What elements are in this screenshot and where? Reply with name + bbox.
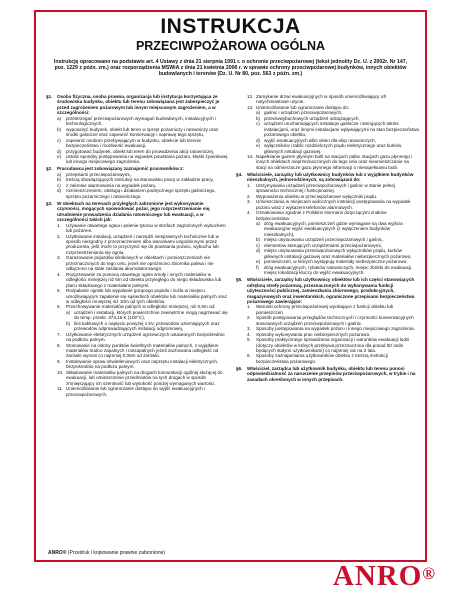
list-item [236,337,419,353]
item-marker: a) [66,309,71,315]
item-text: gaśnic i urządzeń przeciwpożarowych, [264,110,343,116]
instruction-sheet [34,10,427,562]
item-marker: 1. [247,304,251,310]
item-marker: d) [256,137,261,143]
item-marker: 2. [57,233,61,239]
item-text: Rozpalanie ognisk lub wypalanie gorącego popiołu i żużla w miejscu umożliwiającym zapalenie się sąsiednich obiektów lub materiałów palnych oraz w odległości mniejszej niż 10m od tych obiektów. [66,288,227,304]
item-marker: a) [256,221,261,227]
footnote-brand: ANRO® [48,550,67,556]
item-text: przeciwwybuchowych urządzeń odciążających, [264,115,360,121]
list-item [236,199,419,210]
item-text: Instalowanie opraw oświetleniowych oraz osprzętu instalacji elektrycznych, bezpośrednio na podłożu palnym. [66,358,219,370]
item-text: ustalić sposoby postępowania na wypadek powstania pożaru, klęski żywiołowej lub innego miejscowego zagrożenia. [66,153,228,165]
sub-list-item [236,265,419,276]
item-marker: 13. [247,104,254,110]
section-heading-text: W obiektach na terenach przyległych zabronione jest wykonywanie czynności, mogących spowodować pożar, jego rozprzestrzenianie się, utrudnienie prowadzenia działania ratowniczego lub ewakuacji, a w szczególności takich jak: [57,200,211,223]
item-text: przepisami przeciwpożarowymi, [66,171,131,177]
item-text: Oznakowania zgodnie z Polskimi Normami dotyczącymi znaków bezpieczeństwa: [256,210,387,221]
item-text: Zamykanie drzwi ewakuacyjnych w sposób uniemożliwiający ich natychmiastowe użycie. [256,94,387,105]
item-marker: b) [256,115,261,121]
item-text: Warunki ochrony przeciwpożarowej wynikające z funkcji obiektu lub pomieszczeń. [256,304,394,315]
item-marker: d) [57,148,62,154]
section [236,94,419,170]
item-text: linii kablowych o napięciu powyżej 1 kV, przewodów uziemiających oraz przewodów odprowadzających instalacji odgromowej, [74,320,220,332]
list-item [46,332,228,343]
item-marker: d) [256,248,261,254]
item-marker: 5. [247,337,251,343]
list-item [236,154,419,170]
list-item [236,94,419,105]
sub-list-item [46,310,228,321]
item-marker: b) [256,237,261,243]
item-marker: 1. [57,222,61,228]
list-item [236,304,419,315]
section-heading [236,277,419,304]
list-item [46,288,228,304]
item-text: dróg ewakuacyjnych, pomieszczeń gdzie wymagane są dwa wyjścia ewakuacyjne wyjść ewakuacyjnych (z wyłączeniem budynków mieszkalnych), [264,221,403,237]
item-marker: 4. [247,210,251,216]
item-text: Sposoby postępowania na wypadek pożaru i innego miejscowego zagrożenia. [256,326,415,332]
item-marker: e) [256,259,261,265]
anro-logo [333,560,436,592]
item-text: pomieszczeń, w których występują materiały niebezpieczne pożarowo, [264,259,408,265]
item-text: wyłączników i tablic rozdzielczych prądu elektrycznego oraz kurków głównych instalacji gazowej. [264,143,402,154]
list-item [46,386,228,397]
item-marker: f) [256,264,259,270]
item-text: Użytkowanie elektrycznych urządzeń ogrzewczych ustawionych bezpośrednio na podłożu palnym. [66,331,225,343]
list-item [46,223,228,234]
item-marker: 6. [57,304,61,310]
item-text: Składowanie materiałów palnych na drogach komunikacji ogólnej służącej do ewakuacji, lub umieszczenie przedmiotów na tych drogach w sposób zmniejszający ich szerokość lub wysokość poniżej wymaganych wartości. [66,369,223,386]
item-marker: 7. [57,331,61,337]
item-text: Użytkowanie instalacji, urządzeń i narzędzi niesprawnych technicznie lub w sposób niezgodny z przeznaczeniem albo warunkami uzgodnionymi przez producenta, jeśli może to przyczynić się do powstania pożaru, wybuchu lub rozprzestrzeniania się ognia. [66,233,219,255]
item-text: Utrzymywania urządzeń przeciwpożarowych i gaśnic w stanie pełnej sprawności technicznej i funkcjonalnej. [256,182,395,194]
list-item [236,315,419,326]
item-marker: 2. [247,193,251,199]
brand-text: ANRO [332,560,423,592]
item-marker: c) [57,137,61,143]
list-item [236,183,419,194]
section-heading-text: Właściciele, zarządcy lub użytkownicy obiektów lub ich części stanowiących odrębną strefę pożarową, przeznaczonych do wykonywania funkcji użyteczności publicznej, zamieszkania zbiorowego, produkcyjnych, magazynowych oraz inwentarskich, ograniczone przepisami bezpieczeństwa pożarowego zawierające: [247,277,415,304]
item-marker: c) [57,182,61,188]
section [46,201,228,397]
item-marker: b) [57,126,62,132]
item-text: miejsc usytuowania przeciwpożarowych wyłączników prądu, kurków głównych instalacji gazowej oraz materiałów niebezpiecznych pożarowo, [264,248,412,259]
item-text: z zakresie alarmowania na wypadek pożaru, [66,182,157,188]
section [236,277,419,364]
item-text: Stosowanie na osłony punktów świetlnych materiałów palnych, z wyjątkiem materiałów trudno zapalnych i niezapalnych jeżeli zachowana odległość od żarówki wynosi co najmniej 0,05m od żarówki. [66,342,219,359]
section-number: §4. [236,171,243,177]
list-item [46,370,228,386]
item-marker: 5. [57,288,61,294]
right-column [236,94,419,384]
item-text: Używanie otwartego ognia i palenie tytoniu w strefach zagrożonych wybuchem lub pożarem. [66,222,226,234]
sub-list-item [46,321,228,332]
item-marker: c) [256,242,260,248]
section [46,94,228,165]
item-marker: b) [57,177,62,183]
sub-list-item [236,221,419,237]
item-text: Napełnianie gazem płynnym butli na stacjach paliw, stacjach gazu płynnego i innych obiektach nieprzeznaczonych do tego celu oraz nieumieszczanie na stacji na odmierzacze gazu płynnego informacji o nienapełnianiu butli. [256,153,413,170]
item-text: urządzeń uruchamiających instalacje gaśnicze i sterujących takimi instalacjami, oraz innymi instalacjami wpływającymi na stan bezpieczeństwa pożarowego obiektu, [264,121,419,138]
list-item [46,343,228,359]
item-text: Sposoby praktycznego sprawdzania organizacji i warunków ewakuacji ludzi (dotyczy obiektów w których przebywa przeznaczona dla ponad 50 osób będących stałymi użytkownikami) co najmniej raz na 2 lata. [256,337,410,354]
item-marker: c) [256,121,260,127]
sub-list-item [236,248,419,259]
item-marker: a) [256,110,261,116]
item-marker: a) [57,115,62,121]
section-heading-text: Właściciel, zarządca lub użytkownik budynku, obiektu lub terenu ponosi odpowiedzialność za naruszenie przepisów przeciwpożarowych, w trybie i na zasadach określonych w innych przepisach. [247,365,416,382]
item-text: Wyposażenia obiektu w przeciwpożarowe wyłączniki prądu. [256,193,378,199]
item-text: miejsc usytuowania urządzeń przeciwpożarowych i gaśnic, [264,237,384,243]
list-item [46,255,228,271]
item-text: Garażowanie pojazdów silnikowych w obiektach i pomieszczeniach nie przeznaczonych do tego celu, jeżeli nie opróżniono zbiornika paliwa i nie odłączono na stałe zasilania akumulatorowego. [66,255,214,272]
section-number: §1. [46,94,53,99]
list-item [46,154,228,165]
item-marker: 11. [57,386,64,392]
section-number: §3. [46,200,53,206]
page-subtitle: PRZECIWPOŻAROWA OGÓLNA [135,39,326,53]
section-heading [46,201,228,223]
item-text: urządzeń i instalacji, których powierzchnie zewnętrzne mogą nagrzewać się do temp. przekr. 373,15 K (100°C), [74,309,228,321]
sub-list-item [236,121,419,137]
list-item [236,210,419,221]
item-text: Przechowywanie materiałów palnych w odległości mniejszej, niż 0,5m od: [66,304,216,310]
item-text: Uniemożliwianie lub ograniczanie dostępu do wyjść ewakuacyjnych i przeciwpożarowych. [66,386,206,397]
item-marker: 9. [57,358,61,364]
item-marker: 3. [247,199,251,205]
section-heading-text: Właściciele, zarządcy lub użytkownicy budynków lub z wyjątkiem budynków mieszkalnych, jednorodzinnych, są zobowiązani do: [247,171,414,183]
item-text: Uniemożliwianie lub ograniczanie dostępu do: [256,104,350,110]
list-item [46,188,228,199]
item-text: wyposażyć budynek, obiekt lub teren w sprzęt pożarniczy i ratowniczy oraz środki gaśnicze oraz zapewnić konserwację i naprawę tego sprzętu, [66,126,219,138]
item-marker: 3. [247,326,251,332]
item-text: Umieszczania w miejscach widocznych instrukcji postępowania na wypadek pożaru wraz z wykazem telefonów alarmowych. [256,199,411,210]
section [236,172,419,276]
item-text: Sposoby zaznajamiania użytkowników obiektu z treścią instrukcji bezpieczeństwa pożarowego. [256,353,388,364]
section-number: §2. [46,166,53,172]
list-item [46,359,228,370]
list-item [46,138,228,149]
list-item [236,353,419,364]
left-column [46,94,228,399]
item-marker: 8. [57,342,61,348]
item-text: Sposób postępowania przeglądów technicznych i czynności konserwacyjnych stosowanych urządzeń przeciwpożarowych i gaśnic. [256,315,414,326]
section-heading [236,366,419,382]
item-marker: 4. [247,331,251,337]
copyright-footnote [48,550,165,556]
item-marker: 3. [57,255,61,261]
brand-registered-mark: ® [422,564,436,583]
item-marker: a) [57,171,62,177]
item-marker: e) [57,153,62,159]
section-heading [46,94,228,116]
item-text: Rozgrzewanie za pomocą otwartego ognia smoły i innych materiałów w odległości mniejszej niż 5m od obiektu przyległego do niego składowiska lub placu składowego z materiałami palnymi. [66,271,222,288]
item-text: treścią obowiązujących instrukcji na stanowisku pracy w zakładzie pracy, [66,177,214,183]
item-text: zapewnić osobom przebywającym w budynku, obiekcie lub terenie bezpieczeństwo i możliwość ewakuacji, [66,137,202,149]
item-marker: 1. [247,182,251,188]
legal-basis-intro: Instrukcję opracowano na podstawie art. 4 Ustawy z dnia 21 sierpnia 1991 r. o ochronie przeciwpożarowej (tekst jednolity Dz. U. z 2002r. Nr 147, poz. 1229 z późn. zm.) oraz rozporządzenia MSWiA z dnia 21 kwietnia 2006 r. w sprawie ochrony przeciwpożarowej budynków, innych obiektów budowlanych i terenów (Dz. U. Nr 80, poz. 563 z późn. zm.) [53,59,408,78]
footnote-note: (Przedruk i kopiowanie prawnie zabronione) [67,550,166,556]
item-text: przestrzegać przeciwpożarowych wymagań budowlanych, instalacyjnych i technologicznych, [66,115,217,127]
item-text: Sposoby wykonywania prac niebezpiecznych pożarowo. [256,331,371,337]
list-item [46,127,228,138]
item-marker: 4. [57,271,61,277]
item-marker: 6. [247,353,251,359]
sub-list-item [236,143,419,154]
item-text: przygotować budynek, obiekt lub teren do prowadzenia akcji ratowniczej, [66,148,215,154]
item-marker: d) [57,188,62,194]
page-title: INSTRUKCJA [160,15,301,38]
item-marker: e) [256,143,261,149]
section-heading [236,172,419,183]
section-heading-text: Osoba fizyczna, osoba prawna, organizacja lub instytucja korzystająca ze środowiska budynku, obiektu lub terenu zobowiązana jest zabezpieczyć je przed zagrożeniem pożarowym lub innym miejscowym zagrożeniem, a w szczególności: [57,94,220,116]
item-marker: 12. [247,94,254,99]
item-marker: 14. [247,153,254,159]
section [236,366,419,382]
section-heading-text: Pracodawca jest zobowiązany zaznajomić pracowników z: [57,166,184,172]
list-item [46,116,228,127]
section [46,166,228,199]
section-number: §6. [236,365,243,371]
item-marker: 2. [247,315,251,321]
section-number: §5. [236,277,243,283]
list-item [46,272,228,288]
item-text: elementów sterujących urządzeniami przeciwpożarowymi, [264,242,382,248]
list-item [46,234,228,256]
item-text: dróg ewakuacyjnych, rybaków ratowniczych, miejsc zbiórki do ewakuacji, miejsc lokalizacji kluczy do wyjść ewakuacyjnych. [264,264,413,276]
item-text: rozmieszczeniem, obsługą i działaniem podręcznego sprzętu gaśniczego, sprzętu pożarniczego i ratowniczego. [66,188,216,199]
item-marker: 10. [57,369,64,375]
item-text: wyjść ewakuacyjnych albo okien dla ekip ratowniczych, [264,137,377,143]
item-marker: b) [66,320,71,326]
